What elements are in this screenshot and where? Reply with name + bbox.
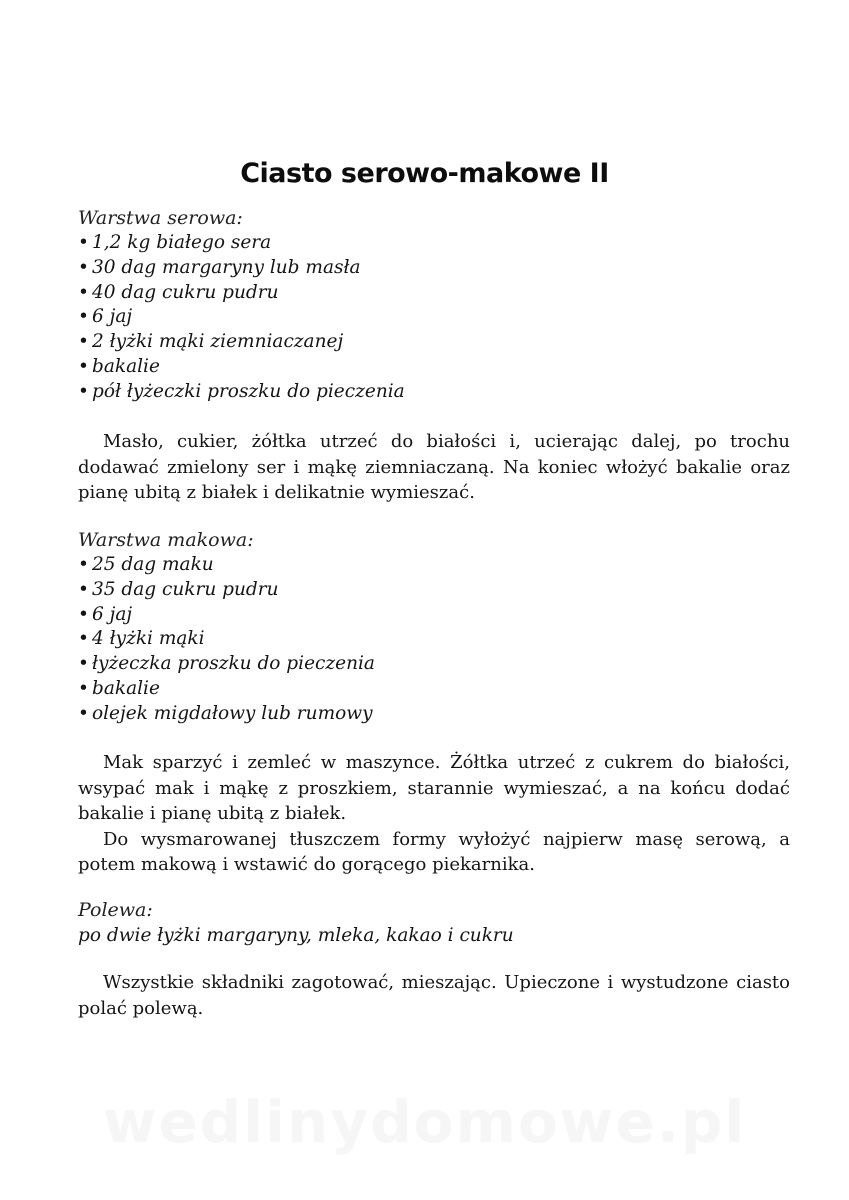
bullet-icon: •: [78, 281, 89, 303]
cheese-layer-instructions: [78, 429, 790, 506]
list-item: • 40 dag cukru pudru: [78, 281, 790, 306]
bullet-icon: •: [78, 603, 89, 625]
cheese-ingredient-list: [78, 231, 790, 405]
bullet-icon: •: [78, 578, 89, 600]
list-item: • pół łyżeczki proszku do pieczenia: [78, 380, 790, 405]
bullet-icon: •: [78, 355, 89, 377]
list-item: • 35 dag cukru pudru: [78, 578, 790, 603]
bullet-icon: •: [78, 554, 89, 575]
list-item: • 2 łyżki mąki ziemniaczanej: [78, 330, 790, 355]
list-item: • bakalie: [78, 355, 790, 380]
list-item: • olejek migdałowy lub rumowy: [78, 702, 790, 727]
glaze-instructions: [78, 970, 790, 1021]
list-item: • 30 dag margaryny lub masła: [78, 256, 790, 281]
poppy-layer-heading: Warstwa makowa:: [78, 529, 254, 551]
list-item: • 6 jaj: [78, 305, 790, 330]
glaze-ingredients: po dwie łyżki margaryny, mleka, kakao i cukru: [78, 925, 514, 946]
bullet-icon: •: [78, 628, 89, 650]
list-item: • 6 jaj: [78, 603, 790, 628]
bullet-icon: •: [78, 702, 89, 724]
bullet-icon: •: [78, 256, 89, 278]
watermark: wedlinydomowe.pl: [102, 1088, 747, 1156]
list-item: • 25 dag maku: [78, 553, 790, 578]
instruction-paragraph: Wszystkie składniki zagotować, mieszając. Upieczone i wystudzone ciasto polać polewą.: [78, 972, 790, 1019]
bullet-icon: •: [78, 331, 89, 353]
poppy-layer-instructions: [78, 750, 790, 878]
list-item: • 1,2 kg białego sera: [78, 231, 790, 256]
list-item: • 4 łyżki mąki: [78, 627, 790, 652]
instruction-paragraph: Mak sparzyć i zemleć w maszynce. Żółtka utrzeć z cukrem do białości, wsypać mak i mąkę z proszkiem, starannie wymieszać, a na końcu dodać bakalie i pianę ubitą z białek.: [78, 752, 790, 824]
list-item: • bakalie: [78, 677, 790, 702]
cheese-layer-heading: Warstwa serowa:: [78, 207, 243, 229]
list-item: • łyżeczka proszku do pieczenia: [78, 652, 790, 677]
bullet-icon: •: [78, 306, 89, 328]
glaze-heading: Polewa:: [78, 899, 153, 921]
bullet-icon: •: [78, 677, 89, 699]
bullet-icon: •: [78, 653, 89, 675]
instruction-paragraph: Do wysmarowanej tłuszczem formy wyłożyć najpierw masę serową, a potem makową i wstawić do gorącego piekarnika.: [78, 828, 790, 875]
bullet-icon: •: [78, 232, 89, 253]
poppy-ingredient-list: [78, 553, 790, 727]
recipe-title: Ciasto serowo-makowe II: [240, 158, 609, 189]
poppy-layer-section: [78, 528, 790, 727]
cheese-layer-section: [78, 206, 790, 405]
bullet-icon: •: [78, 380, 89, 402]
glaze-section: [78, 898, 790, 948]
instruction-paragraph: Masło, cukier, żółtka utrzeć do białości i, ucierając dalej, po trochu dodawać zmielony ser i mąkę ziemniaczaną. Na koniec włożyć bakalie oraz pianę ubitą z białek i delikatnie wymieszać.: [78, 431, 790, 503]
